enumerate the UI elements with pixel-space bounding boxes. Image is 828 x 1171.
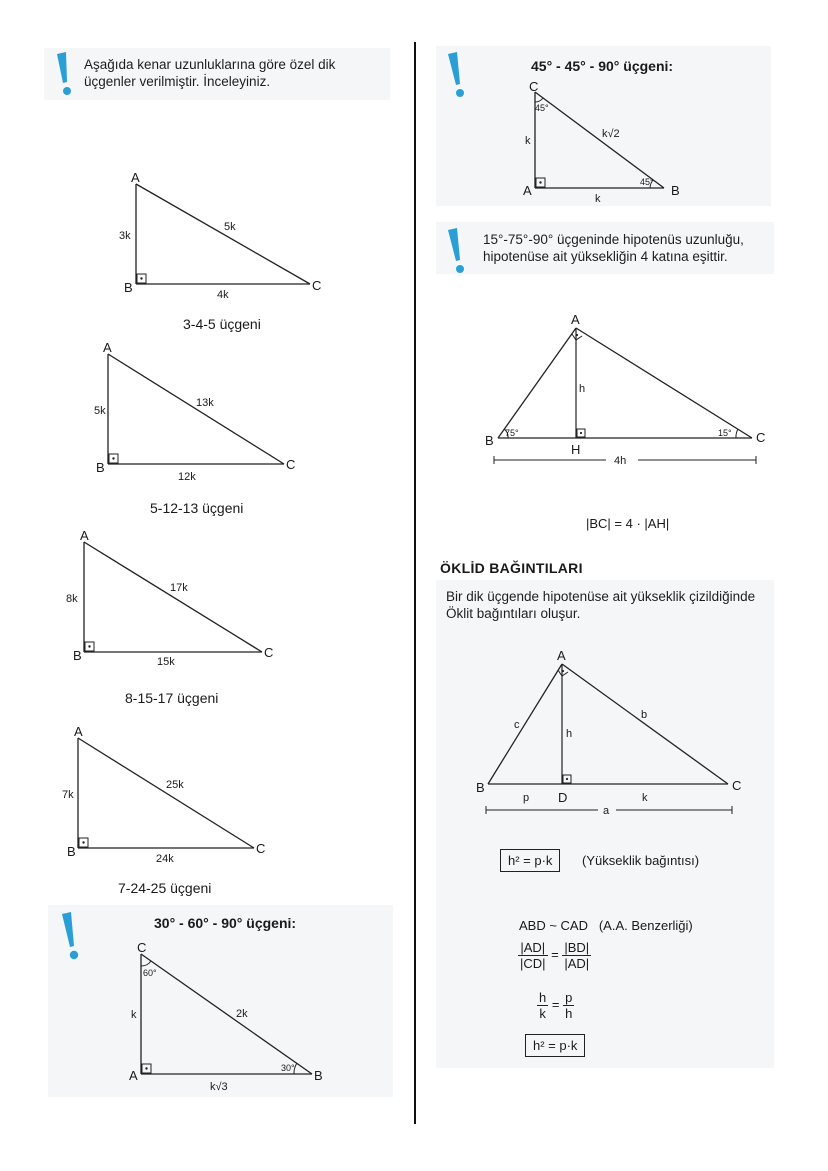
segment-k: k bbox=[642, 792, 648, 804]
vertex-b: B bbox=[67, 844, 76, 859]
ratio-line-1 bbox=[518, 940, 591, 971]
side-bc: 12k bbox=[178, 471, 196, 483]
equals-sign: = bbox=[551, 996, 560, 1012]
angle-c: 15° bbox=[718, 428, 732, 438]
similarity-line: ABD ~ CAD (A.A. Benzerliği) bbox=[519, 918, 693, 933]
frac2-num: |BD| bbox=[564, 940, 590, 955]
vertex-c: C bbox=[732, 778, 742, 793]
oklid-text: Bir dik üçgende hipotenüse ait yükseklik çizildiğinde Öklit bağıntıları oluşur. bbox=[446, 589, 756, 621]
side-ac: 17k bbox=[170, 582, 188, 594]
caption-8-15-17: 8-15-17 üçgeni bbox=[125, 690, 219, 706]
vertex-a: A bbox=[557, 648, 566, 663]
side-cb: 2k bbox=[236, 1008, 248, 1020]
vertex-b: B bbox=[96, 460, 105, 475]
side-ab: k√3 bbox=[210, 1081, 228, 1093]
vertex-a: A bbox=[74, 724, 83, 739]
equals-sign: = bbox=[551, 946, 559, 962]
angle-c: 60° bbox=[143, 968, 157, 978]
t15-formula: |BC| = 4 · |AH| bbox=[586, 516, 670, 531]
side-ac: 5k bbox=[224, 221, 236, 233]
triangle-30-60-90 bbox=[124, 940, 334, 1095]
frac1-num: |AD| bbox=[518, 940, 548, 956]
exclamation-icon bbox=[444, 226, 468, 276]
vertex-a: A bbox=[129, 1068, 138, 1083]
angle-b: 45° bbox=[640, 177, 654, 187]
formula-height-relation: h² = p·k bbox=[500, 849, 560, 872]
frac4-den: h bbox=[565, 1006, 573, 1021]
side-bc: 15k bbox=[157, 656, 175, 668]
vertex-c: C bbox=[137, 940, 147, 955]
vertex-c: C bbox=[312, 278, 322, 293]
side-ca: k bbox=[525, 135, 531, 147]
triangle-7-24-25 bbox=[58, 722, 288, 867]
vertex-a: A bbox=[80, 528, 89, 543]
intro-note: Aşağıda kenar uzunluklarına göre özel dik üçgenler verilmiştir. İnceleyiniz. bbox=[84, 57, 336, 89]
vertex-c: C bbox=[256, 841, 266, 856]
foot-h: H bbox=[571, 442, 581, 457]
t30-title: 30° - 60° - 90° üçgeni: bbox=[154, 915, 297, 931]
vertex-b: B bbox=[73, 648, 82, 663]
frac1-den: |CD| bbox=[520, 956, 546, 971]
triangle-5-12-13 bbox=[88, 338, 318, 488]
side-ab: 8k bbox=[66, 593, 78, 605]
segment-p: p bbox=[523, 792, 530, 804]
vertex-a: A bbox=[103, 340, 112, 355]
side-bc: 24k bbox=[156, 853, 174, 865]
base-a: a bbox=[603, 805, 610, 817]
side-ab: 3k bbox=[119, 230, 131, 242]
height-h: h bbox=[579, 383, 586, 395]
exclamation-icon bbox=[52, 50, 76, 98]
height-h: h bbox=[566, 728, 573, 740]
caption-5-12-13: 5-12-13 üçgeni bbox=[150, 500, 244, 516]
triangle-15-75-90 bbox=[480, 308, 770, 468]
vertex-a: A bbox=[523, 183, 532, 198]
vertex-a: A bbox=[131, 170, 140, 185]
angle-c: 45° bbox=[535, 103, 549, 113]
frac3-den: k bbox=[539, 1006, 546, 1021]
base-4h: 4h bbox=[614, 455, 627, 467]
vertex-c: C bbox=[529, 80, 539, 94]
angle-b: 75° bbox=[505, 428, 519, 438]
oklid-triangle bbox=[470, 646, 760, 821]
vertex-c: C bbox=[286, 457, 296, 472]
caption-7-24-25: 7-24-25 üçgeni bbox=[118, 880, 212, 896]
side-ac: 13k bbox=[196, 397, 214, 409]
triangle-8-15-17 bbox=[64, 526, 304, 676]
side-bc: 4k bbox=[217, 289, 229, 301]
exclamation-icon bbox=[444, 50, 468, 100]
vertex-b: B bbox=[124, 280, 133, 295]
side-ab: 7k bbox=[62, 789, 74, 801]
vertex-c: C bbox=[756, 430, 766, 445]
vertex-b: B bbox=[485, 433, 494, 448]
vertex-b: B bbox=[476, 780, 485, 795]
t45-title: 45° - 45° - 90° üçgeni: bbox=[531, 58, 674, 74]
side-cb: k√2 bbox=[602, 128, 620, 140]
vertex-b: B bbox=[671, 183, 680, 198]
frac3-num: h bbox=[539, 990, 547, 1005]
side-ab: k bbox=[595, 193, 601, 205]
side-b: b bbox=[641, 709, 648, 721]
triangle-3-4-5 bbox=[100, 168, 340, 303]
angle-b: 30° bbox=[281, 1063, 295, 1073]
oklid-heading: ÖKLİD BAĞINTILARI bbox=[440, 560, 583, 576]
side-c: c bbox=[514, 719, 520, 731]
frac2-den: |AD| bbox=[564, 956, 590, 971]
t15-note: 15°-75°-90° üçgeninde hipotenüs uzunluğu, hipotenüse ait yüksekliğin 4 katına eşittir. bbox=[483, 232, 744, 264]
vertex-a: A bbox=[571, 312, 580, 327]
side-ac: 25k bbox=[166, 779, 184, 791]
caption-3-4-5: 3-4-5 üçgeni bbox=[183, 316, 261, 332]
side-ca: k bbox=[131, 1009, 137, 1021]
triangle-45-45-90 bbox=[516, 80, 696, 205]
side-ab: 5k bbox=[94, 405, 106, 417]
exclamation-icon bbox=[58, 910, 82, 962]
ratio-line-2 bbox=[537, 990, 574, 1021]
vertex-b: B bbox=[314, 1068, 323, 1083]
vertex-c: C bbox=[264, 645, 274, 660]
formula-name: (Yükseklik bağıntısı) bbox=[582, 853, 700, 868]
column-divider bbox=[414, 42, 416, 1124]
formula-final: h² = p·k bbox=[525, 1034, 585, 1057]
frac4-num: p bbox=[565, 990, 573, 1005]
foot-d: D bbox=[558, 790, 568, 805]
